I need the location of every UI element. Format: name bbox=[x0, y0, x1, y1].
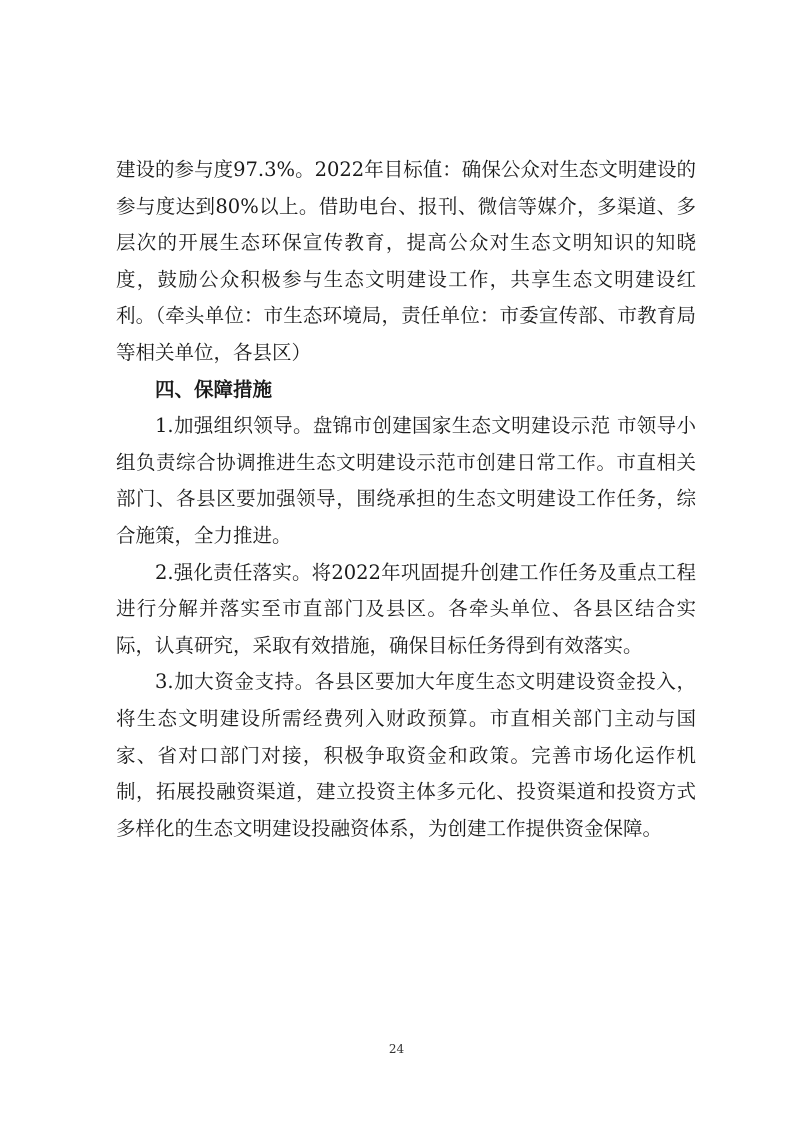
paragraph-funding: 3.加大资金支持。各县区要加大年度生态文明建设资金投入，将生态文明建设所需经费列入财政预算。市直相关部门主动与国家、省对口部门对接，积极争取资金和政策。完善市场化运作机制，拓展投融资渠道，建立投资主体多元化、投资渠道和投资方式多样化的生态文明建设投融资体系，为创建工作提供资金保障。 bbox=[116, 670, 696, 840]
section-heading: 四、保障措施 bbox=[155, 377, 273, 401]
document-body bbox=[116, 152, 696, 847]
page-number: 24 bbox=[388, 1042, 405, 1056]
paragraph-responsibility: 2.强化责任落实。将2022年巩固提升创建工作任务及重点工程进行分解并落实至市直部门及县区。各牵头单位、各县区结合实际，认真研究，采取有效措施，确保目标任务得到有效落实。 bbox=[116, 560, 696, 657]
paragraph-organization: 1.加强组织领导。盘锦市创建国家生态文明建设示范 市领导小组负责综合协调推进生态文明建设示范市创建日常工作。市直相关部门、各县区要加强领导，围绕承担的生态文明建设工作任务，综合施策，全力推进。 bbox=[116, 414, 696, 547]
paragraph-continuation: 建设的参与度97.3%。2022年目标值：确保公众对生态文明建设的参与度达到80%以上。借助电台、报刊、微信等媒介，多渠道、多层次的开展生态环保宣传教育，提高公众对生态文明知识的知晓度，鼓励公众积极参与生态文明建设工作，共享生态文明建设红利。（牵头单位：市生态环境局，责任单位：市委宣传部、市教育局等相关单位，各县区） bbox=[116, 158, 696, 364]
